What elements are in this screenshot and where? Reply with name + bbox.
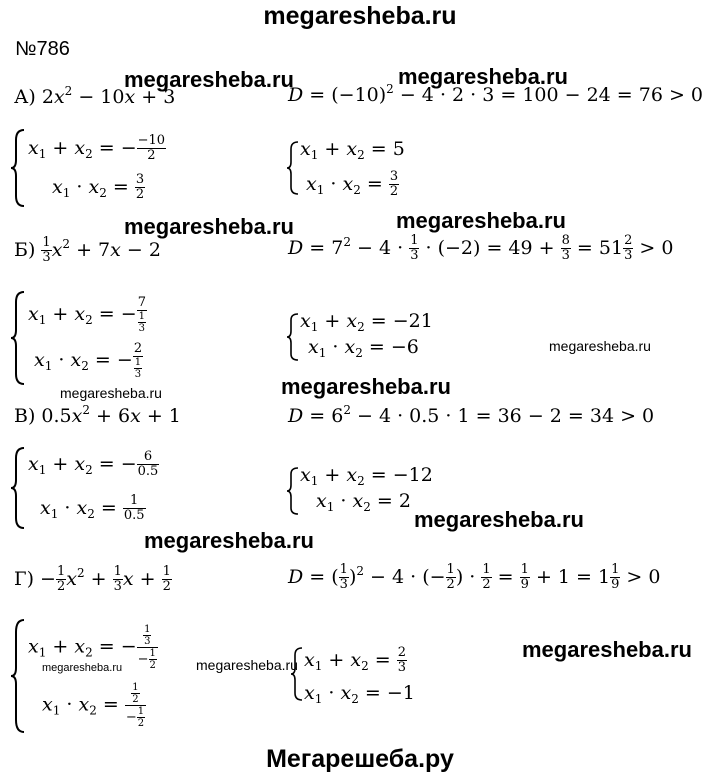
watermark: megaresheba.ru	[398, 64, 568, 89]
watermark: megaresheba.ru	[124, 214, 294, 239]
system-brace	[10, 618, 26, 734]
system-brace	[10, 446, 26, 530]
watermark: megaresheba.ru	[42, 662, 123, 674]
watermark: megaresheba.ru	[414, 507, 584, 532]
part-c-equation: В) $0.5x^2 + 6x + 1$	[14, 403, 181, 427]
part-c-discriminant: $D = 6^2 - 4 \cdot 0.5 \cdot 1 = 36 - 2 = 34 > 0$	[288, 403, 655, 427]
part-c-vieta-product: $x_1 \cdot x_2$ = $\frac{1}{0.5}$	[40, 493, 145, 524]
part-c-result-product: $x_1 \cdot x_2 = 2$	[316, 490, 411, 514]
part-b-discriminant: $D = 7^2 - 4$ · $\frac{1}{3}$ · (−2) = 49 + $\frac{8}{3}$ = 51 $\frac{2}{3}$ > 0	[288, 233, 674, 264]
watermark: megaresheba.ru	[124, 67, 294, 92]
problem-number: №786	[15, 38, 70, 60]
part-d-vieta-sum: $x_1 + x_2$ = − $\frac{1}{3}$ − $\frac{1}{2}$	[28, 624, 156, 671]
system-brace	[286, 466, 300, 516]
part-a-vieta-sum: $x_1 + x_2$ = − $\frac{-10}{2}$	[28, 133, 166, 164]
part-b-vieta-product: $x_1 \cdot x_2$ = − $\frac{2}{\frac{1}{3}}$	[34, 341, 143, 381]
system-brace	[10, 128, 26, 208]
part-c-result-sum: $x_1 + x_2 = -12$	[300, 464, 433, 488]
part-a-discriminant: $D = (-10)^2 - 4 \cdot 2 \cdot 3 = 100 - 24 = 76 > 0$	[288, 82, 704, 106]
part-d-result-product: $x_1 \cdot x_2 = -1$	[304, 682, 415, 706]
site-footer: Мегарешеба.ру	[266, 745, 454, 773]
system-brace	[286, 140, 300, 196]
watermark: megaresheba.ru	[60, 385, 162, 401]
site-header: megaresheba.ru	[263, 2, 457, 30]
watermark: megaresheba.ru	[396, 208, 566, 233]
part-c-vieta-sum: $x_1 + x_2$ = − $\frac{6}{0.5}$	[28, 449, 159, 480]
part-a-equation: А) $2x^2 - 10x + 3$	[14, 84, 176, 108]
part-b-result-sum: $x_1 + x_2 = -21$	[300, 310, 433, 334]
part-b-result-product: $x_1 \cdot x_2 = -6$	[308, 336, 419, 360]
part-a-vieta-product: $x_1 \cdot x_2$ = $\frac{3}{2}$	[52, 172, 145, 203]
part-a-result-product: $x_1 \cdot x_2$ = $\frac{3}{2}$	[306, 169, 399, 200]
system-brace	[10, 290, 26, 386]
part-a-result-sum: $x_1 + x_2 = 5$	[300, 138, 405, 162]
part-d-result-sum: $x_1 + x_2$ = $\frac{2}{3}$	[304, 645, 406, 676]
system-brace	[290, 646, 304, 702]
part-b-equation: Б) $\frac{1}{3}$ $x^2 + 7x - 2$	[14, 235, 161, 266]
system-brace	[286, 312, 300, 362]
part-b-vieta-sum: $x_1 + x_2$ = − $\frac{7}{\frac{1}{3}}$	[28, 295, 146, 335]
watermark: megaresheba.ru	[144, 528, 314, 553]
watermark: megaresheba.ru	[281, 374, 451, 399]
watermark: megaresheba.ru	[549, 338, 651, 354]
part-d-equation: Г) − $\frac{1}{2}$ $x^2$ + $\frac{1}{3}$ x + $\frac{1}{2}$	[14, 564, 171, 595]
part-d-vieta-product: $x_1 \cdot x_2$ = $\frac{1}{2}$ − $\frac{1}{2}$	[42, 682, 145, 729]
watermark: megaresheba.ru	[522, 637, 692, 662]
part-d-discriminant: D = ( $\frac{1}{3}$ )$^2$ − 4 · (− $\frac{1}{2}$ ) · $\frac{1}{2}$ = $\frac{1}{9}$ + 1 = 1 $\frac{1}{9}$ > 0	[288, 562, 661, 593]
watermark: megaresheba.ru	[196, 657, 298, 673]
